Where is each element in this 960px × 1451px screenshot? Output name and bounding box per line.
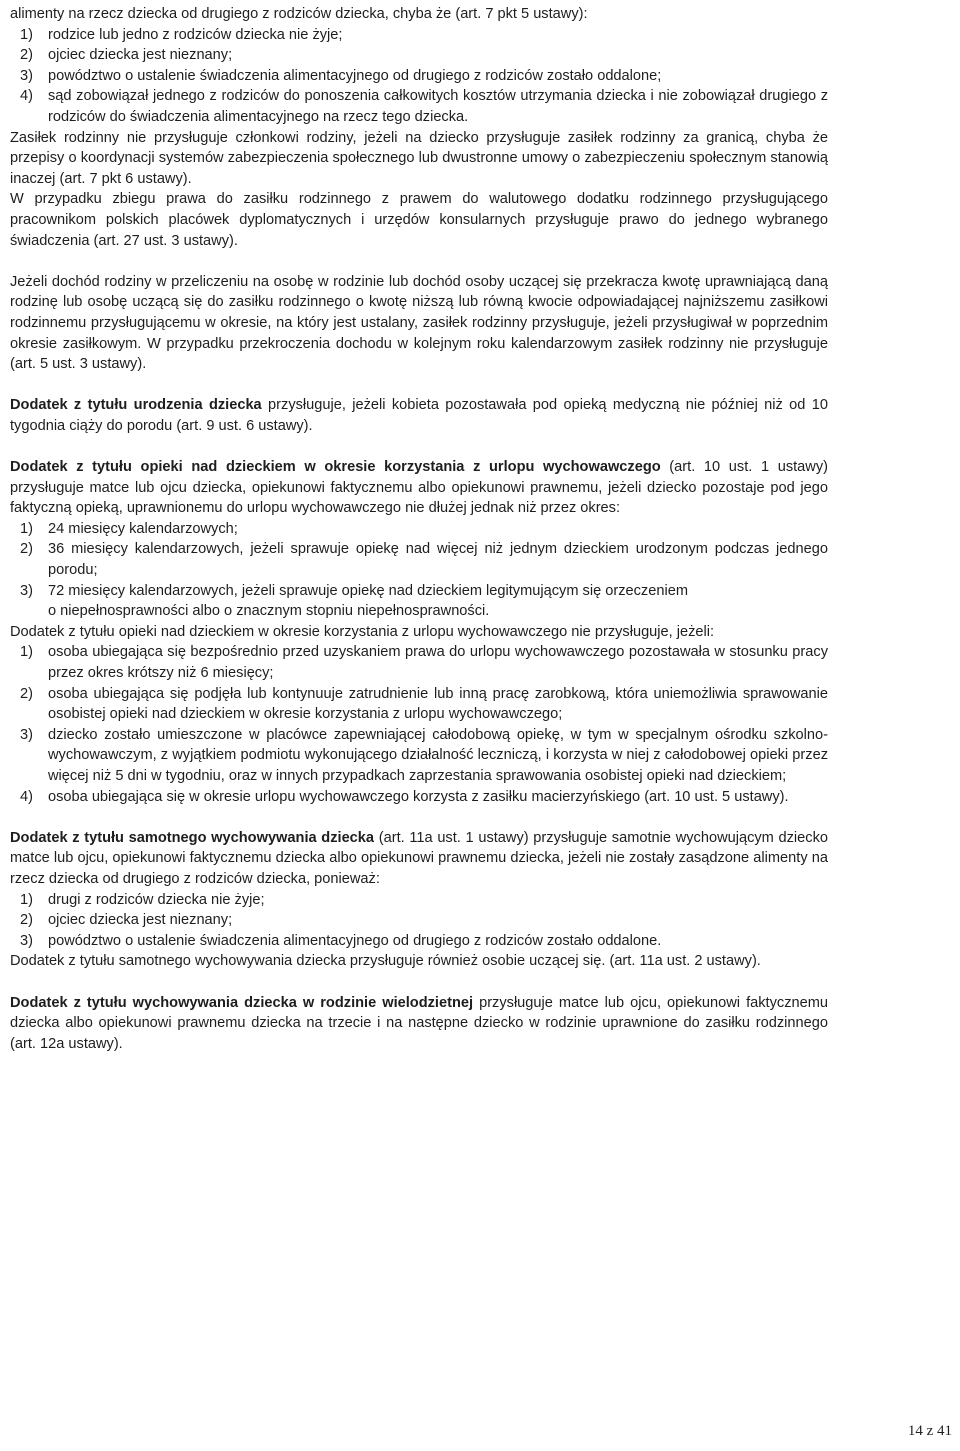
list-number: 2) — [20, 685, 33, 702]
list-text: dziecko zostało umieszczone w placówce zapewniającej całodobową opiekę, w tym w specjalnym ośrodku szkolno-wychowawczym, z wyjątkiem podmiotu wykonującego działalność leczniczą, i korzysta w niej z całodobowej opieki przez więcej niż 5 dni w tygodniu, oraz w innych przypadkach zaprzestania sprawowania osobistej opieki nad dzieckiem; — [48, 726, 828, 784]
list-item — [10, 25, 828, 46]
list-number: 2) — [20, 47, 33, 64]
list-number: 1) — [20, 26, 33, 43]
list-item — [10, 787, 828, 808]
list-item — [10, 910, 828, 931]
list-number: 2) — [20, 541, 33, 558]
list-number: 2) — [20, 912, 33, 929]
leave-allowance-heading: Dodatek z tytułu opieki nad dzieckiem w okresie korzystania z urlopu wychowawczego — [10, 459, 661, 476]
single-parent-student-paragraph: Dodatek z tytułu samotnego wychowywania dziecka przysługuje również osobie uczącej się. (art. 11a ust. 2 ustawy). — [10, 953, 761, 970]
document-page — [10, 4, 828, 1054]
list-item — [10, 45, 828, 66]
birth-allowance-text: przysługuje, jeżeli kobieta pozostawała pod opieką medyczną nie później niż od 10 tygodnia ciąży do porodu (art. 9 ust. 6 ustawy). — [10, 397, 828, 434]
list-item — [10, 890, 828, 911]
large-family-text: przysługuje matce lub ojcu, opiekunowi faktycznemu dziecka albo opiekunowi prawnemu dziecka na trzecie i na następne dziecko w rodzinie uprawnione do zasiłku rodzinnego (art. 12a ustawy). — [10, 994, 828, 1052]
list-text: 72 miesięcy kalendarzowych, jeżeli sprawuje opiekę nad dzieckiem legitymującym się orzeczeniem — [48, 582, 688, 599]
list-number: 1) — [20, 520, 33, 537]
single-parent-paragraph — [10, 828, 828, 890]
list-number: 3) — [20, 582, 33, 599]
list-number: 3) — [20, 932, 33, 949]
list-number: 1) — [20, 891, 33, 908]
list-text: 36 miesięcy kalendarzowych, jeżeli sprawuje opiekę nad więcej niż jednym dzieckiem urodzonym podczas jednego porodu; — [48, 541, 828, 579]
leave-allowance-text: (art. 10 ust. 1 ustawy) przysługuje matce lub ojcu dziecka, opiekunowi faktycznemu albo opiekunowi prawnemu, jeżeli dziecko pozostaje pod jego faktyczną opieką, uprawnionemu do urlopu wychowawczego nie dłużej jednak niż przez okres: — [10, 459, 828, 517]
list-item — [10, 642, 828, 683]
list-number: 3) — [20, 726, 33, 743]
leave-allowance-paragraph — [10, 457, 828, 519]
birth-allowance-paragraph — [10, 395, 828, 436]
income-paragraph: Jeżeli dochód rodziny w przeliczeniu na osobę w rodzinie lub dochód osoby uczącej się przekracza kwotę uprawniającą daną rodzinę lub osobę uczącą się do zasiłku rodzinnego o kwotę niższą lub równą kwocie odpowiadającej najniższemu zasiłkowi rodzinnemu przysługującemu w okresie, na który jest ustalany, zasiłek rodzinny przysługuje, jeżeli przysługiwał w poprzednim okresie zasiłkowym. W przypadku przekroczenia dochodu w kolejnym roku kalendarzowym zasiłek rodzinny nie przysługuje (art. 5 ust. 3 ustawy). — [10, 273, 828, 373]
list-item — [10, 725, 828, 787]
list-item-continuation: o niepełnosprawności albo o znacznym stopniu niepełnosprawności. — [48, 603, 490, 620]
list-text: osoba ubiegająca się podjęła lub kontynuuje zatrudnienie lub inną pracę zarobkową, która uniemożliwia sprawowanie osobistej opieki nad dzieckiem w okresie korzystania z urlopu wychowawczego; — [48, 685, 828, 723]
no-benefit-abroad-paragraph: Zasiłek rodzinny nie przysługuje członkowi rodziny, jeżeli na dziecko przysługuje zasiłek rodzinny za granicą, chyba że przepisy o koordynacji systemów zabezpieczenia społecznego lub dwustronne umowy o zabezpieczeniu społecznym stanowią inaczej (art. 7 pkt 6 ustawy). — [10, 129, 828, 187]
page-number: 14 z 41 — [907, 1423, 952, 1439]
single-parent-heading: Dodatek z tytułu samotnego wychowywania dziecka — [10, 829, 375, 846]
list-item — [10, 86, 828, 127]
list-text: ojciec dziecka jest nieznany; — [48, 47, 233, 64]
list-number: 4) — [20, 88, 33, 105]
list-text: sąd zobowiązał jednego z rodziców do ponoszenia całkowitych kosztów utrzymania dziecka i nie zobowiązał drugiego z rodziców do świadczenia alimentacyjnego na rzecz tego dziecka. — [48, 88, 828, 125]
list-text: osoba ubiegająca się bezpośrednio przed uzyskaniem prawa do urlopu wychowawczego pozostawała w stosunku pracy przez okres krótszy niż 6 miesięcy; — [48, 644, 828, 681]
list-item — [10, 581, 828, 602]
list-item — [10, 684, 828, 725]
leave-exclusions-lead: Dodatek z tytułu opieki nad dzieckiem w okresie korzystania z urlopu wychowawczego nie przysługuje, jeżeli: — [10, 623, 715, 640]
single-parent-text: (art. 11a ust. 1 ustawy) przysługuje samotnie wychowującym dziecko matce lub ojcu, opiekunowi faktycznemu dziecka albo opiekunowi prawnemu dziecka, jeżeli nie zostały zasądzone alimenty na rzecz dziecka od drugiego z rodziców dziecka, ponieważ: — [10, 829, 828, 887]
list-number: 1) — [20, 644, 33, 661]
list-item — [10, 519, 828, 540]
list-text: 24 miesięcy kalendarzowych; — [48, 520, 238, 537]
intro-lead: alimenty na rzecz dziecka od drugiego z rodziców dziecka, chyba że (art. 7 pkt 5 ustawy): — [10, 6, 588, 22]
list-text: drugi z rodziców dziecka nie żyje; — [48, 891, 265, 908]
list-text: rodzice lub jedno z rodziców dziecka nie żyje; — [48, 26, 343, 43]
list-text: powództwo o ustalenie świadczenia alimentacyjnego od drugiego z rodziców zostało oddalone; — [48, 67, 662, 84]
concurrence-paragraph: W przypadku zbiegu prawa do zasiłku rodzinnego z prawem do walutowego dodatku rodzinnego przysługującego pracownikom polskich placówek dyplomatycznych i urzędów konsularnych przysługuje prawo do jednego wybranego świadczenia (art. 27 ust. 3 ustawy). — [10, 191, 828, 249]
list-item — [10, 66, 828, 87]
list-text: powództwo o ustalenie świadczenia alimentacyjnego od drugiego z rodziców zostało oddalone. — [48, 932, 662, 949]
list-item — [10, 931, 828, 952]
list-text: osoba ubiegająca się w okresie urlopu wychowawczego korzysta z zasiłku macierzyńskiego (art. 10 ust. 5 ustawy). — [48, 788, 789, 805]
large-family-heading: Dodatek z tytułu wychowywania dziecka w rodzinie wielodzietnej — [10, 994, 474, 1011]
birth-allowance-heading: Dodatek z tytułu urodzenia dziecka — [10, 397, 262, 414]
list-item — [10, 539, 828, 580]
list-text: ojciec dziecka jest nieznany; — [48, 912, 233, 929]
large-family-paragraph — [10, 993, 828, 1055]
list-number: 3) — [20, 67, 33, 84]
list-number: 4) — [20, 788, 33, 805]
